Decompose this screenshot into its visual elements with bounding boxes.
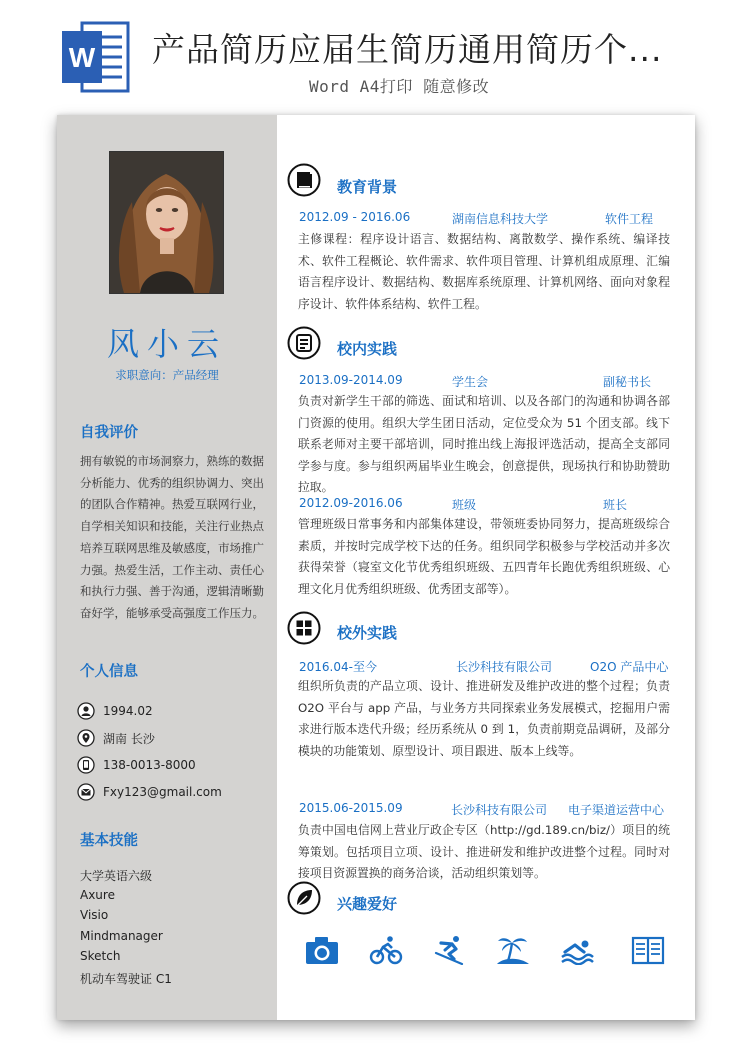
email-value: Fxy123@gmail.com	[103, 785, 222, 799]
education-period: 2012.09 - 2016.06	[299, 210, 411, 224]
external-entry-2-text: 负责中国电信网上营业厅政企专区（http://gd.189.cn/biz/）项目的统筹策划。包括项目立项、设计、推进研发和维护改进整个过程。同时对接项目资源置换的商务洽谈，活动组织策划等。	[298, 823, 670, 880]
education-school: 湖南信息科技大学	[452, 212, 549, 226]
grid-icon	[287, 611, 321, 645]
email-icon	[77, 783, 95, 801]
reading-icon	[631, 935, 665, 965]
campus-entry-2-period: 2012.09-2016.06	[299, 496, 403, 510]
cycling-icon	[369, 935, 403, 965]
external-entry-1-period: 2016.04-至今	[299, 660, 377, 674]
phone-icon	[77, 756, 95, 774]
swimming-icon	[560, 935, 594, 965]
external-entry-2-role: 电子渠道运营中心	[568, 803, 665, 817]
skill-item: 大学英语六级	[80, 869, 153, 883]
resume-page	[57, 115, 695, 1020]
camera-icon	[305, 935, 339, 965]
candidate-name: 风小云	[106, 325, 227, 363]
external-entry-1-org: 长沙科技有限公司	[456, 660, 553, 674]
hobbies-heading: 兴趣爱好	[337, 895, 398, 913]
skiing-icon	[432, 935, 466, 965]
document-list-icon	[287, 326, 321, 360]
document-subtitle: Word A4打印 随意修改	[309, 77, 490, 96]
email-row	[77, 782, 222, 802]
location-row	[77, 728, 155, 748]
education-meta	[299, 210, 664, 228]
self-eval-heading: 自我评价	[80, 425, 138, 441]
campus-entry-2-org: 班级	[452, 498, 477, 512]
word-logo-icon	[60, 21, 130, 93]
campus-entry-2-role: 班长	[603, 498, 628, 512]
external-entry-2-org: 长沙科技有限公司	[451, 803, 548, 817]
external-entry-2-meta	[299, 801, 664, 819]
profile-photo	[109, 151, 224, 294]
leaf-icon	[287, 881, 321, 915]
phone-value: 138-0013-8000	[103, 758, 196, 772]
skill-item: Sketch	[80, 949, 121, 963]
campus-entry-1-org: 学生会	[452, 375, 489, 389]
campus-entry-1-meta	[299, 373, 664, 391]
skill-item: Mindmanager	[80, 929, 163, 943]
skill-item: 机动车驾驶证 C1	[80, 972, 172, 986]
external-heading: 校外实践	[337, 624, 398, 642]
external-entry-1-text: 组织所负责的产品立项、设计、推进研发及维护改进的整个过程；负责 O2O 平台与 app 产品，与业务方共同探索业务发展模式，挖掘用户需求进行版本迭代升级；经历系统从 0 到 1，负责前期竞品调研，及部分模块的功能策划、原型设计、项目跟进、版本上线等。	[298, 679, 670, 758]
document-title: 产品简历应届生简历通用简历个...	[152, 30, 663, 69]
campus-entry-2-meta	[299, 496, 664, 514]
birth-value: 1994.02	[103, 704, 153, 718]
birth-row	[77, 701, 153, 721]
campus-entry-1-text: 负责对新学生干部的筛选、面试和培训、以及各部门的沟通和协调各部门资源的使用。组织大学生团日活动，定位受众为 51 个团支部。线下联系老师对主要干部培训，同时推出线上海报评选活动，提高全支部同学参与度。参与组织两届毕业生晚会，创意提供，现场执行和协助赞助拉取。	[298, 394, 670, 494]
person-icon	[77, 702, 95, 720]
campus-entry-1-role: 副秘书长	[603, 375, 652, 389]
education-heading: 教育背景	[337, 178, 398, 196]
campus-entry-1-period: 2013.09-2014.09	[299, 373, 403, 387]
campus-heading: 校内实践	[337, 340, 398, 358]
skills-heading: 基本技能	[80, 833, 138, 849]
beach-icon	[496, 935, 530, 965]
external-entry-1-role: O2O 产品中心	[590, 660, 669, 674]
education-courses: 主修课程：程序设计语言、数据结构、离散数学、操作系统、编译技术、软件工程概论、软件需求、软件项目管理、计算机组成原理、汇编语言程序设计、数据结构、数据库系统原理、计算机网络、面向对象程序设计、软件体系结构、软件工程。	[298, 232, 670, 311]
campus-entry-2-text: 管理班级日常事务和内部集体建设，带领班委协同努力，提高班级综合素质，并按时完成学校下达的任务。组织同学积极参与学校活动并多次获得荣誉（寝室文化节优秀组织班级、五四青年长跑优秀组织班级、心理文化月优秀组织班级、优秀团支部等）。	[298, 517, 670, 596]
skill-item: Axure	[80, 888, 115, 902]
word-logo-letter: W	[68, 42, 96, 73]
resume-sidebar	[57, 115, 277, 1020]
external-entry-2-period: 2015.06-2015.09	[299, 801, 403, 815]
phone-row	[77, 755, 196, 775]
job-intent: 求职意向：产品经理	[115, 368, 219, 382]
external-entry-1-meta	[299, 658, 669, 676]
education-major: 软件工程	[605, 212, 654, 226]
book-icon	[287, 163, 321, 197]
personal-info-heading: 个人信息	[80, 664, 138, 680]
skill-item: Visio	[80, 908, 109, 922]
self-eval-text: 拥有敏锐的市场洞察力，熟练的数据分析能力、优秀的组织协调力、突出的团队合作精神。热爱互联网行业，自学相关知识和技能，关注行业热点培养互联网思维及敏感度，市场推广力强。热爱生活，工作主动、责任心和执行力强、善于沟通，逻辑清晰勤奋好学，能够承受高强度工作压力。	[80, 454, 264, 620]
location-pin-icon	[77, 729, 95, 747]
location-value: 湖南 长沙	[103, 731, 155, 746]
